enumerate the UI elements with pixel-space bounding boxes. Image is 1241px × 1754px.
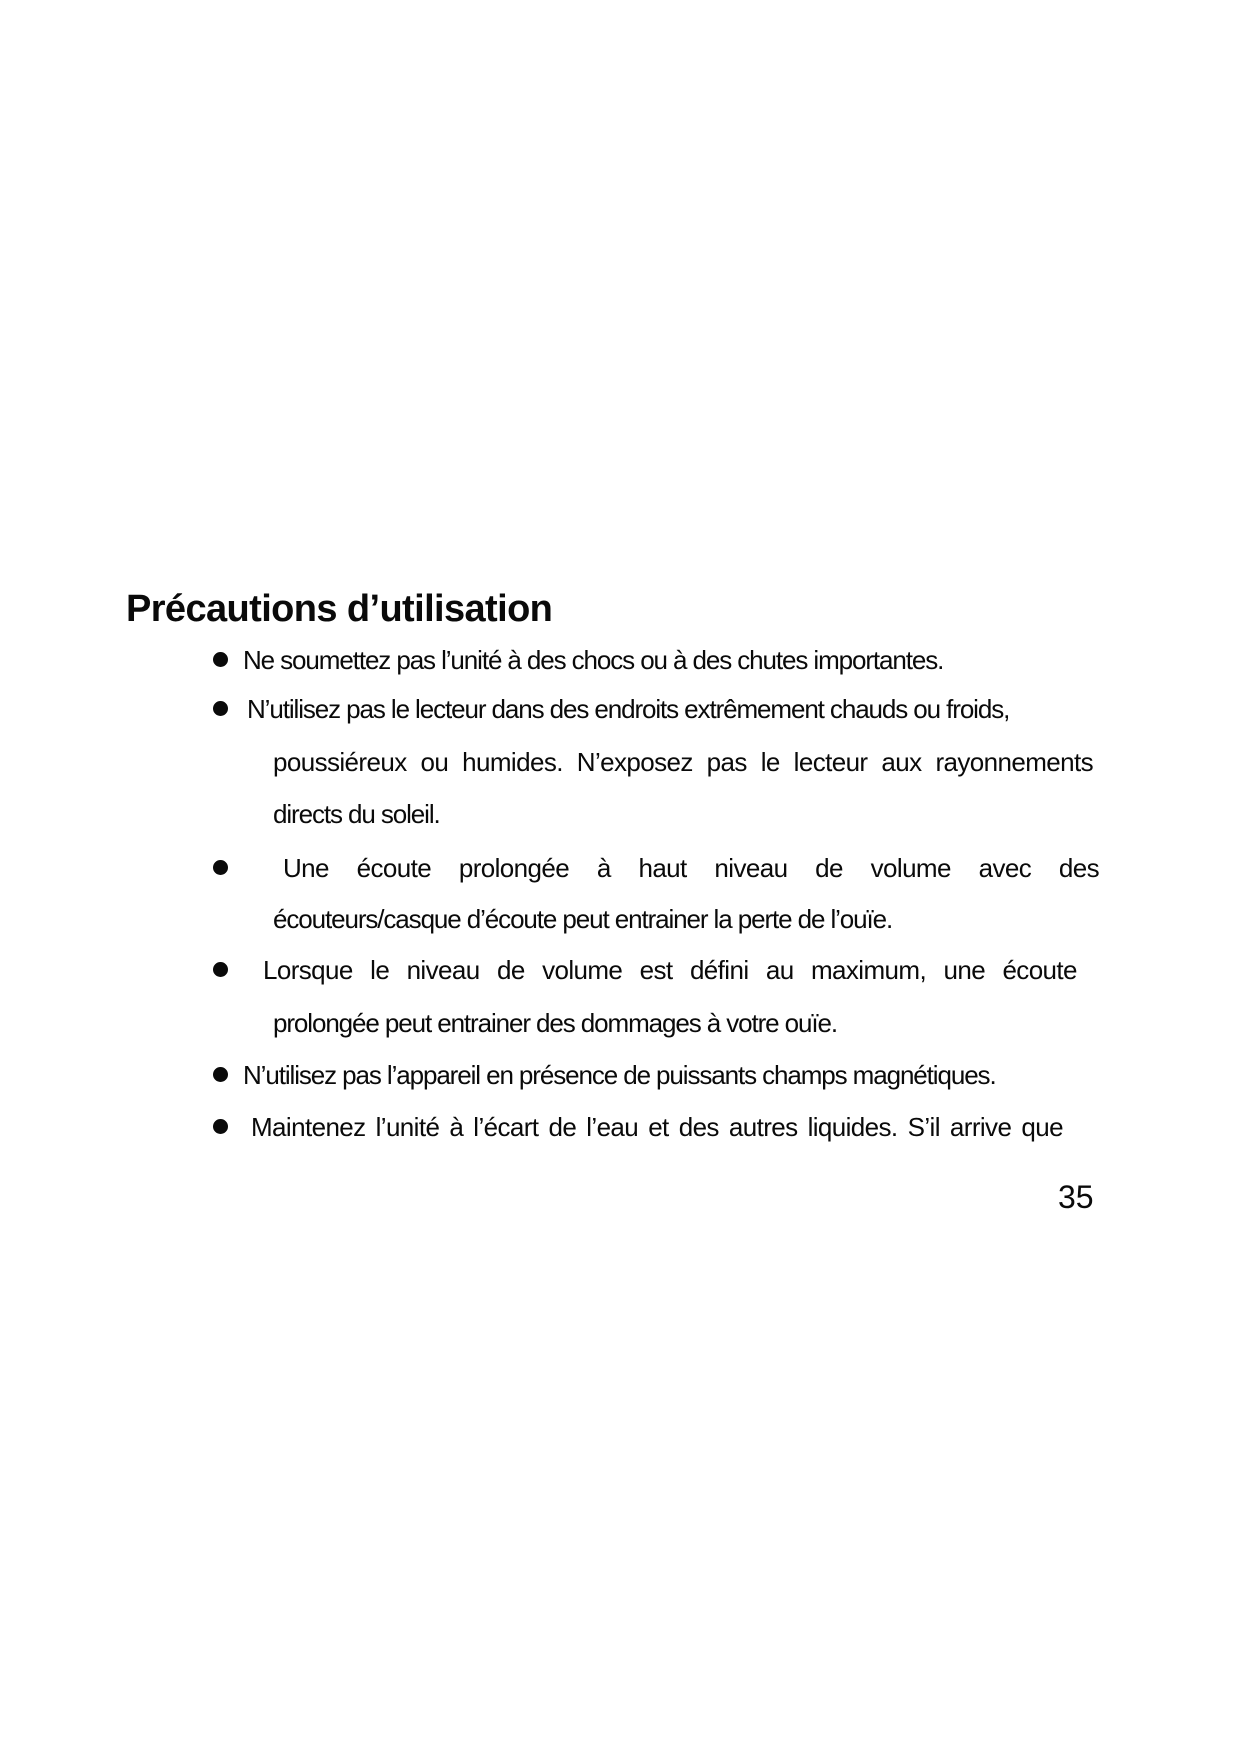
bullet-icon [213, 860, 228, 875]
word: niveau [714, 853, 788, 883]
word: le [370, 955, 390, 985]
word: l’écart [473, 1112, 539, 1142]
word: est [639, 955, 673, 985]
item-1-line-1: Ne soumettez pas l’unité à des chocs ou à des chutes importantes. [243, 645, 944, 675]
word: arrive [949, 1112, 1012, 1142]
bullet-icon [213, 701, 228, 716]
page-number: 35 [1058, 1179, 1094, 1215]
word: maximum, [810, 955, 927, 985]
word: le [760, 747, 780, 777]
word: lecteur [793, 747, 868, 777]
word: à [596, 853, 611, 883]
bullet-icon [213, 962, 228, 977]
item-3-line-2: écouteurs/casque d’écoute peut entrainer la perte de l’ouïe. [273, 904, 893, 934]
word: Une [283, 853, 329, 883]
item-2-line-2 [273, 745, 1093, 779]
word: au [765, 955, 794, 985]
word: une [943, 955, 986, 985]
section-title: Précautions d’utilisation [126, 588, 553, 630]
word: ou [420, 747, 449, 777]
word: aux [881, 747, 922, 777]
word: l’unité [375, 1112, 440, 1142]
word: prolongée [458, 853, 570, 883]
word: haut [638, 853, 687, 883]
word: humides. [462, 747, 563, 777]
word: écoute [356, 853, 432, 883]
word: que [1021, 1112, 1063, 1142]
item-2-line-3: directs du soleil. [273, 799, 440, 829]
word: de [496, 955, 525, 985]
word: des [678, 1112, 719, 1142]
bullet-icon [213, 652, 228, 667]
bullet-icon [213, 1067, 228, 1082]
item-3-line-1 [283, 851, 1099, 885]
word: avec [978, 853, 1032, 883]
item-4-line-1 [263, 953, 1077, 987]
word: écoute [1002, 955, 1077, 985]
word: rayonnements [935, 747, 1093, 777]
word: pas [706, 747, 747, 777]
word: de [548, 1112, 577, 1142]
item-4-line-2: prolongée peut entrainer des dommages à votre ouïe. [273, 1008, 837, 1038]
item-2-line-1: N’utilisez pas le lecteur dans des endroits extrêmement chauds ou froids, [247, 694, 1010, 724]
word: défini [689, 955, 749, 985]
word: Lorsque [263, 955, 353, 985]
word: S’il [907, 1112, 940, 1142]
word: niveau [406, 955, 480, 985]
word: autres [728, 1112, 798, 1142]
word: l’eau [586, 1112, 639, 1142]
word: poussiéreux [273, 747, 407, 777]
word: et [648, 1112, 669, 1142]
item-6-line-1 [251, 1110, 1063, 1144]
word: liquides. [807, 1112, 898, 1142]
word: de [815, 853, 843, 883]
bullet-icon [213, 1119, 228, 1134]
word: volume [542, 955, 623, 985]
word: Maintenez [251, 1112, 366, 1142]
word: des [1058, 853, 1099, 883]
item-5-line-1: N’utilisez pas l’appareil en présence de puissants champs magnétiques. [243, 1060, 996, 1090]
word: volume [870, 853, 951, 883]
word: à [449, 1112, 464, 1142]
word: N’exposez [576, 747, 693, 777]
